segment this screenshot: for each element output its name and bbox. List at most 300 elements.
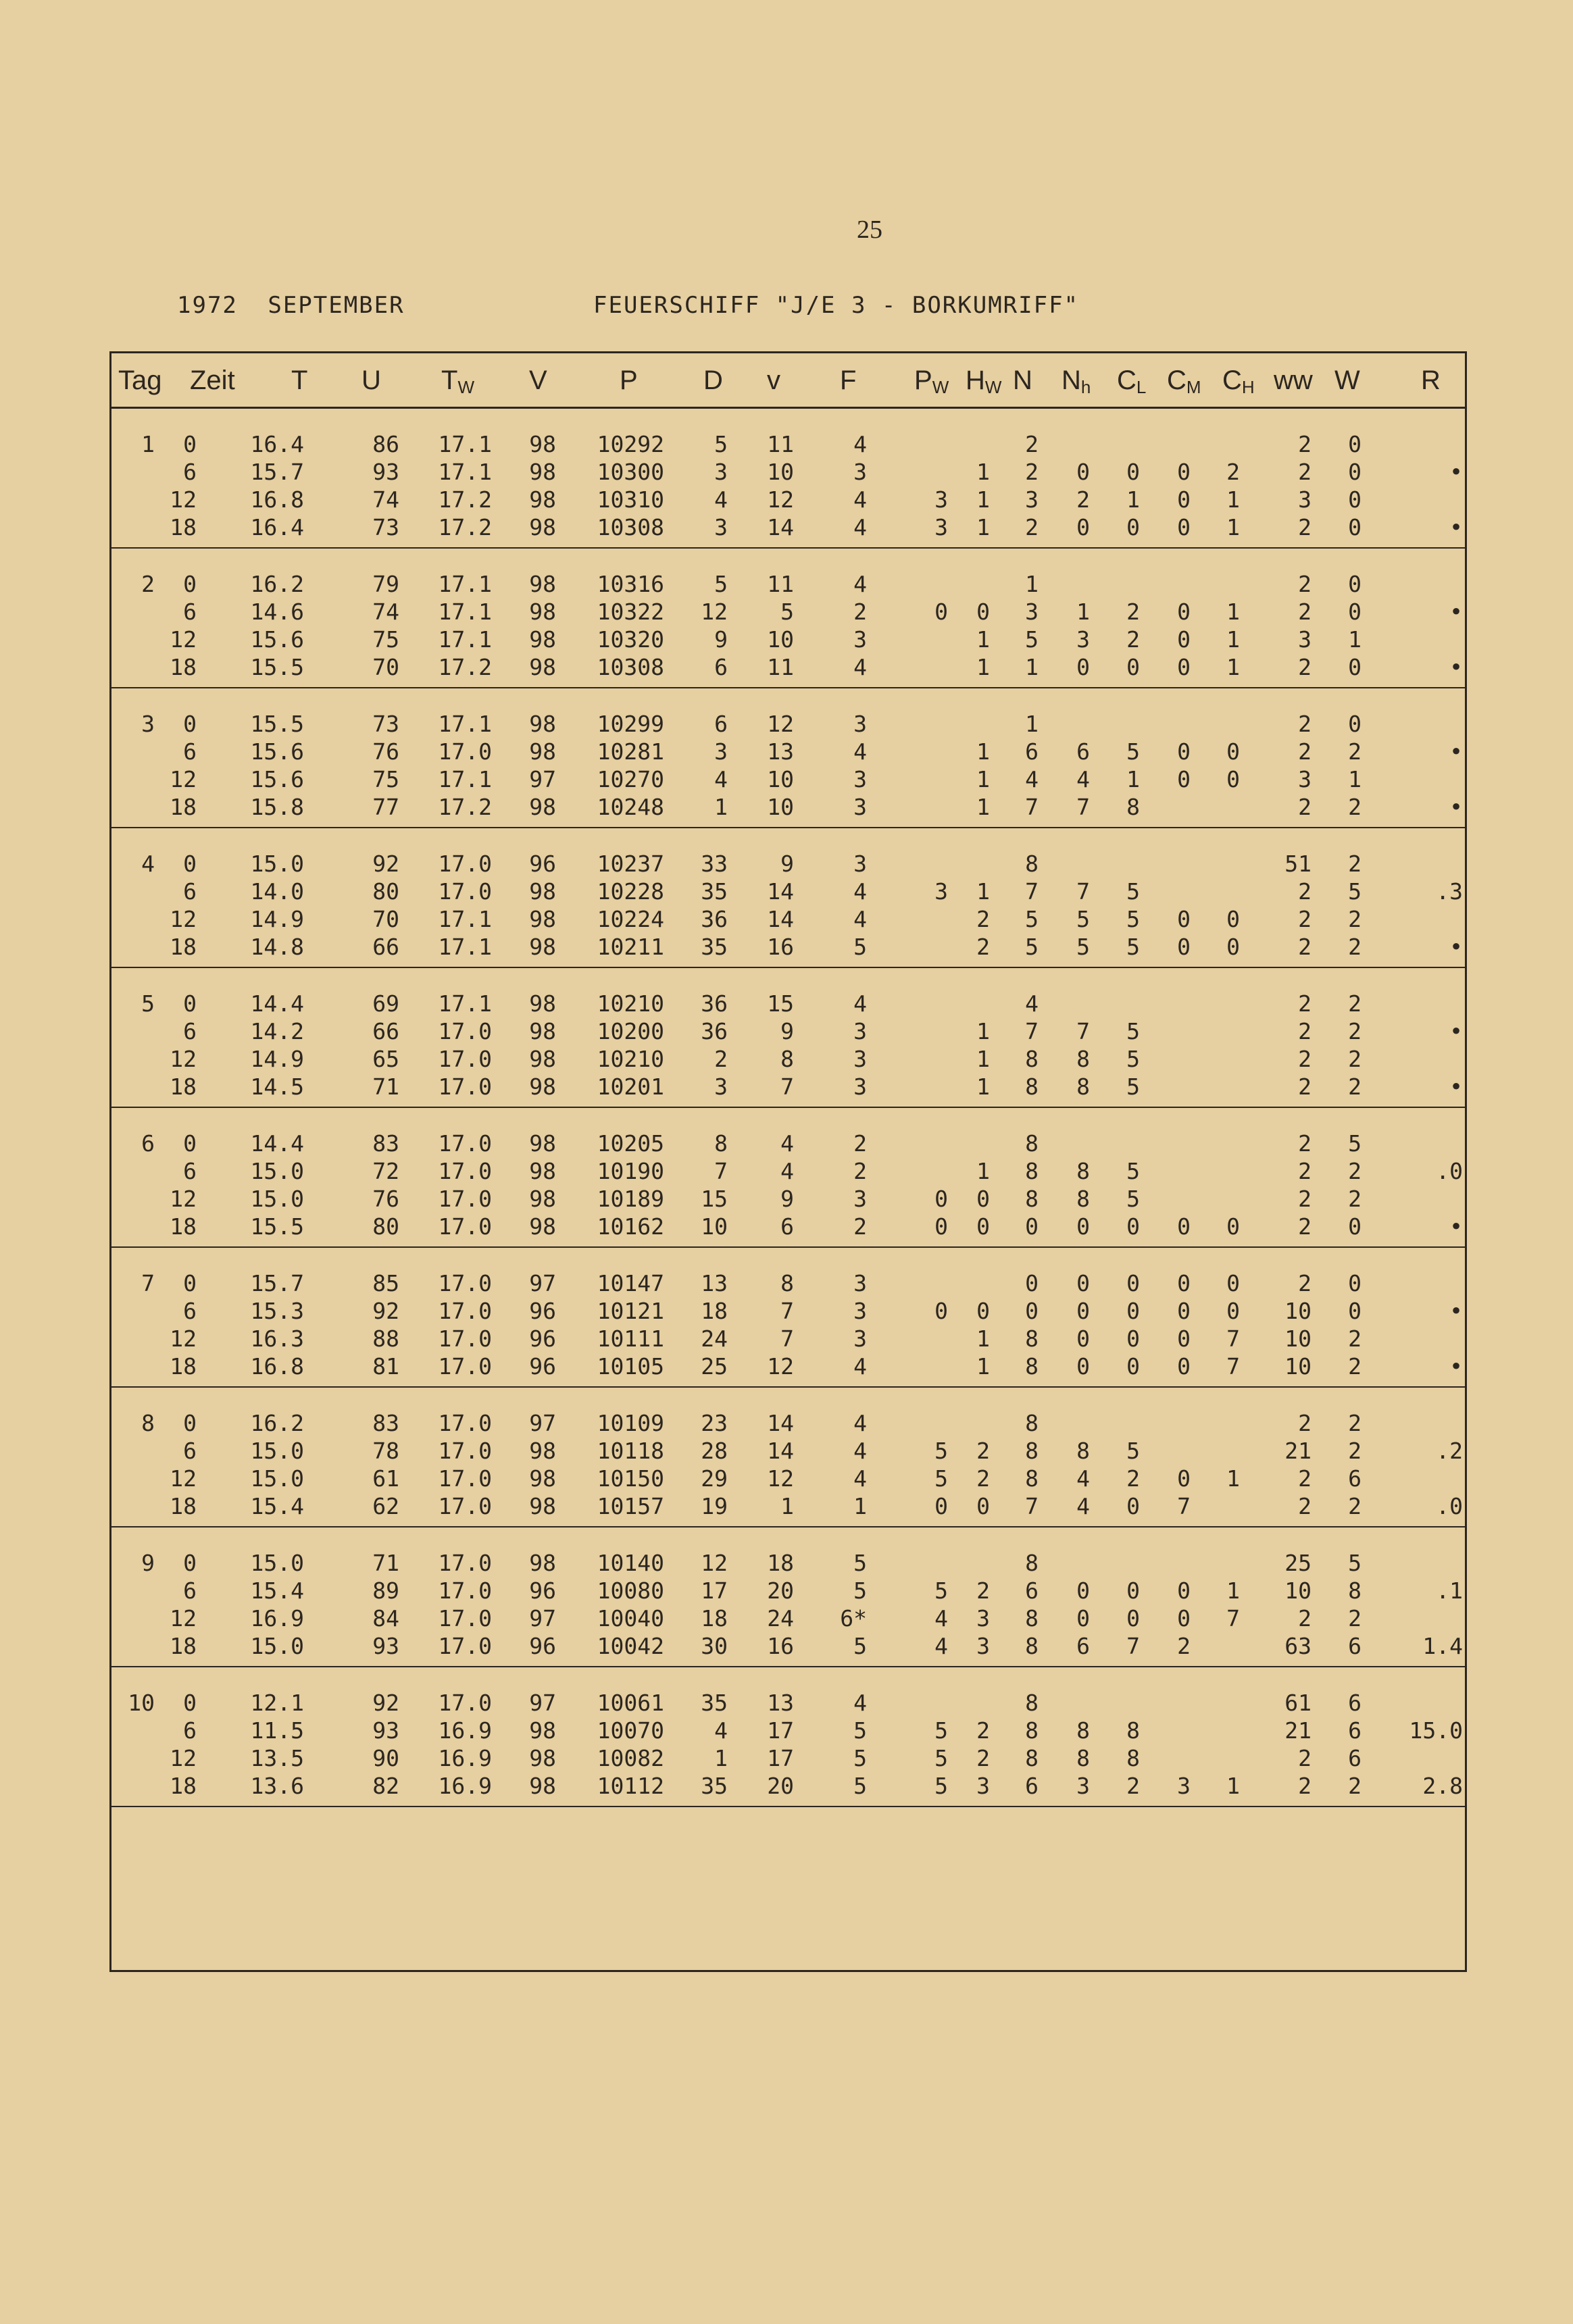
cell-F: 4 xyxy=(853,654,867,680)
cell-P: 10147 xyxy=(597,1270,664,1296)
cell-W: 0 xyxy=(1348,599,1362,625)
cell-U: 70 xyxy=(372,906,399,932)
cell-D: 5 xyxy=(714,431,728,457)
cell-Hw: 1 xyxy=(976,1353,990,1380)
cell-zeit: 12 xyxy=(170,1186,197,1212)
cell-CL: 2 xyxy=(1126,1773,1140,1799)
cell-tag: 4 xyxy=(141,851,155,877)
cell-D: 33 xyxy=(701,851,728,877)
cell-N: 8 xyxy=(1025,1745,1039,1771)
cell-D: 6 xyxy=(714,711,728,737)
column-header-main: T xyxy=(441,365,458,395)
cell-V: 98 xyxy=(529,459,556,485)
cell-zeit: 0 xyxy=(183,1690,197,1716)
cell-R: • xyxy=(1449,794,1463,820)
cell-R: 1.4 xyxy=(1422,1633,1463,1659)
cell-tag: 5 xyxy=(141,990,155,1017)
cell-F: 4 xyxy=(853,1690,867,1716)
cell-V: 98 xyxy=(529,1213,556,1240)
column-header-V xyxy=(529,365,547,396)
table-row xyxy=(111,905,1465,933)
cell-zeit: 18 xyxy=(170,654,197,680)
cell-CM: 0 xyxy=(1177,1353,1191,1380)
cell-CL: 0 xyxy=(1126,1577,1140,1604)
cell-v: 4 xyxy=(780,1130,794,1157)
cell-N: 3 xyxy=(1025,599,1039,625)
table-row xyxy=(111,430,1465,458)
cell-Pw: 5 xyxy=(934,1717,948,1744)
cell-D: 30 xyxy=(701,1633,728,1659)
table-row xyxy=(111,486,1465,513)
cell-zeit: 12 xyxy=(170,626,197,653)
cell-N: 5 xyxy=(1025,934,1039,960)
cell-ww: 10 xyxy=(1284,1577,1312,1604)
cell-Hw: 0 xyxy=(976,1493,990,1519)
cell-D: 36 xyxy=(701,906,728,932)
cell-ww: 2 xyxy=(1298,934,1312,960)
cell-v: 7 xyxy=(780,1325,794,1352)
cell-CL: 0 xyxy=(1126,459,1140,485)
cell-P: 10111 xyxy=(597,1325,664,1352)
cell-CM: 0 xyxy=(1177,514,1191,540)
cell-T: 15.6 xyxy=(250,626,304,653)
cell-CM: 0 xyxy=(1177,626,1191,653)
cell-R: • xyxy=(1449,1353,1463,1380)
column-header-main: ww xyxy=(1274,365,1313,395)
cell-N: 7 xyxy=(1025,794,1039,820)
cell-F: 1 xyxy=(853,1493,867,1519)
cell-F: 5 xyxy=(853,934,867,960)
cell-v: 16 xyxy=(767,934,794,960)
table-row xyxy=(111,1185,1465,1213)
cell-zeit: 18 xyxy=(170,1493,197,1519)
column-header-Pw xyxy=(914,365,949,398)
cell-W: 0 xyxy=(1348,711,1362,737)
cell-CL: 5 xyxy=(1126,1186,1140,1212)
column-header-main: P xyxy=(914,365,932,395)
cell-W: 0 xyxy=(1348,431,1362,457)
cell-tag: 2 xyxy=(141,571,155,597)
cell-CH: 1 xyxy=(1226,599,1240,625)
cell-ww: 2 xyxy=(1298,878,1312,905)
column-header-main: T xyxy=(291,365,308,395)
column-header-sub: L xyxy=(1136,377,1147,397)
cell-F: 2 xyxy=(853,1130,867,1157)
cell-P: 10190 xyxy=(597,1158,664,1184)
cell-P: 10210 xyxy=(597,990,664,1017)
column-header-main: N xyxy=(1062,365,1081,395)
cell-T: 14.9 xyxy=(250,1046,304,1072)
cell-F: 5 xyxy=(853,1773,867,1799)
cell-Hw: 1 xyxy=(976,878,990,905)
cell-D: 4 xyxy=(714,486,728,513)
cell-P: 10042 xyxy=(597,1633,664,1659)
cell-F: 3 xyxy=(853,851,867,877)
cell-Tw: 17.0 xyxy=(438,1325,492,1352)
column-header-main: v xyxy=(767,365,780,395)
cell-F: 5 xyxy=(853,1633,867,1659)
cell-Hw: 2 xyxy=(976,1438,990,1464)
cell-T: 16.8 xyxy=(250,486,304,513)
column-header-T xyxy=(291,365,307,396)
cell-Tw: 17.0 xyxy=(438,1690,492,1716)
cell-Nh: 0 xyxy=(1076,1298,1090,1324)
cell-D: 10 xyxy=(701,1213,728,1240)
cell-Tw: 17.0 xyxy=(438,1298,492,1324)
cell-U: 71 xyxy=(372,1073,399,1100)
cell-W: 2 xyxy=(1348,906,1362,932)
cell-v: 14 xyxy=(767,878,794,905)
cell-T: 15.0 xyxy=(250,1465,304,1492)
cell-P: 10316 xyxy=(597,571,664,597)
table-row xyxy=(111,1717,1465,1744)
cell-zeit: 18 xyxy=(170,1773,197,1799)
cell-Hw: 1 xyxy=(976,1073,990,1100)
table-row xyxy=(111,1689,1465,1717)
cell-CM: 0 xyxy=(1177,934,1191,960)
cell-Tw: 17.0 xyxy=(438,1438,492,1464)
column-header-sub: W xyxy=(984,377,1002,397)
cell-W: 2 xyxy=(1348,1493,1362,1519)
cell-tag: 1 xyxy=(141,431,155,457)
cell-Nh: 8 xyxy=(1076,1073,1090,1100)
cell-v: 4 xyxy=(780,1158,794,1184)
cell-T: 16.4 xyxy=(250,514,304,540)
table-row xyxy=(111,878,1465,905)
cell-Pw: 5 xyxy=(934,1745,948,1771)
cell-V: 98 xyxy=(529,1186,556,1212)
cell-R: • xyxy=(1449,1018,1463,1044)
cell-zeit: 18 xyxy=(170,514,197,540)
cell-Nh: 8 xyxy=(1076,1438,1090,1464)
cell-Nh: 6 xyxy=(1076,1633,1090,1659)
cell-T: 16.2 xyxy=(250,571,304,597)
column-header-sub: M xyxy=(1186,377,1201,397)
cell-U: 90 xyxy=(372,1745,399,1771)
cell-ww: 2 xyxy=(1298,1046,1312,1072)
cell-ww: 2 xyxy=(1298,738,1312,765)
cell-N: 8 xyxy=(1025,1353,1039,1380)
table-row xyxy=(111,765,1465,793)
cell-CH: 2 xyxy=(1226,459,1240,485)
cell-R: .0 xyxy=(1436,1493,1463,1519)
table-row xyxy=(111,710,1465,738)
cell-R: • xyxy=(1449,459,1463,485)
cell-Nh: 4 xyxy=(1076,1493,1090,1519)
cell-T: 15.3 xyxy=(250,1298,304,1324)
cell-V: 98 xyxy=(529,1046,556,1072)
cell-P: 10118 xyxy=(597,1438,664,1464)
cell-P: 10105 xyxy=(597,1353,664,1380)
cell-CH: 7 xyxy=(1226,1353,1240,1380)
cell-P: 10140 xyxy=(597,1550,664,1576)
table-row xyxy=(111,1577,1465,1605)
cell-N: 8 xyxy=(1025,1325,1039,1352)
cell-F: 4 xyxy=(853,990,867,1017)
cell-D: 3 xyxy=(714,459,728,485)
cell-P: 10308 xyxy=(597,654,664,680)
day-block xyxy=(111,1527,1465,1667)
cell-U: 76 xyxy=(372,1186,399,1212)
cell-N: 3 xyxy=(1025,486,1039,513)
cell-v: 1 xyxy=(780,1493,794,1519)
cell-Tw: 17.0 xyxy=(438,1073,492,1100)
cell-ww: 2 xyxy=(1298,1270,1312,1296)
day-block xyxy=(111,409,1465,549)
cell-zeit: 0 xyxy=(183,711,197,737)
table-row xyxy=(111,626,1465,653)
cell-Tw: 17.0 xyxy=(438,1353,492,1380)
cell-F: 3 xyxy=(853,459,867,485)
page-number: 25 xyxy=(857,216,882,244)
cell-CL: 0 xyxy=(1126,1493,1140,1519)
table-row xyxy=(111,1297,1465,1325)
cell-Tw: 16.9 xyxy=(438,1745,492,1771)
cell-CH: 1 xyxy=(1226,486,1240,513)
cell-U: 82 xyxy=(372,1773,399,1799)
cell-P: 10121 xyxy=(597,1298,664,1324)
cell-CH: 1 xyxy=(1226,1465,1240,1492)
cell-Tw: 17.0 xyxy=(438,1046,492,1072)
cell-ww: 61 xyxy=(1284,1690,1312,1716)
cell-Tw: 17.1 xyxy=(438,626,492,653)
cell-v: 12 xyxy=(767,486,794,513)
cell-Pw: 0 xyxy=(934,599,948,625)
cell-U: 74 xyxy=(372,599,399,625)
cell-U: 83 xyxy=(372,1410,399,1436)
column-header-P xyxy=(620,365,638,396)
cell-Hw: 1 xyxy=(976,514,990,540)
cell-W: 2 xyxy=(1348,1325,1362,1352)
cell-ww: 2 xyxy=(1298,990,1312,1017)
table-row xyxy=(111,1045,1465,1073)
cell-W: 2 xyxy=(1348,1353,1362,1380)
cell-U: 62 xyxy=(372,1493,399,1519)
cell-Tw: 17.1 xyxy=(438,934,492,960)
cell-Pw: 0 xyxy=(934,1298,948,1324)
cell-D: 2 xyxy=(714,1046,728,1072)
cell-v: 7 xyxy=(780,1073,794,1100)
cell-T: 15.0 xyxy=(250,1633,304,1659)
cell-F: 5 xyxy=(853,1745,867,1771)
cell-U: 86 xyxy=(372,431,399,457)
cell-U: 84 xyxy=(372,1605,399,1632)
cell-Hw: 0 xyxy=(976,1298,990,1324)
cell-v: 17 xyxy=(767,1717,794,1744)
cell-zeit: 12 xyxy=(170,1605,197,1632)
cell-zeit: 6 xyxy=(183,1438,197,1464)
cell-Nh: 0 xyxy=(1076,1213,1090,1240)
day-block xyxy=(111,1108,1465,1248)
cell-CM: 0 xyxy=(1177,654,1191,680)
cell-Pw: 4 xyxy=(934,1605,948,1632)
cell-W: 2 xyxy=(1348,1158,1362,1184)
cell-R: • xyxy=(1449,654,1463,680)
column-header-sub: W xyxy=(932,377,949,397)
cell-Pw: 3 xyxy=(934,878,948,905)
cell-CM: 0 xyxy=(1177,1325,1191,1352)
cell-V: 98 xyxy=(529,1130,556,1157)
cell-V: 98 xyxy=(529,514,556,540)
cell-P: 10310 xyxy=(597,486,664,513)
cell-F: 4 xyxy=(853,486,867,513)
table-row xyxy=(111,933,1465,961)
cell-zeit: 0 xyxy=(183,1130,197,1157)
cell-Nh: 5 xyxy=(1076,934,1090,960)
cell-T: 12.1 xyxy=(250,1690,304,1716)
cell-CL: 5 xyxy=(1126,1158,1140,1184)
column-header-tag xyxy=(118,365,162,396)
cell-U: 89 xyxy=(372,1577,399,1604)
cell-ww: 2 xyxy=(1298,654,1312,680)
cell-T: 15.5 xyxy=(250,654,304,680)
column-header-Tw xyxy=(441,365,474,398)
cell-zeit: 18 xyxy=(170,1073,197,1100)
cell-U: 69 xyxy=(372,990,399,1017)
cell-P: 10061 xyxy=(597,1690,664,1716)
cell-v: 10 xyxy=(767,794,794,820)
cell-N: 8 xyxy=(1025,1158,1039,1184)
cell-v: 6 xyxy=(780,1213,794,1240)
cell-R: 2.8 xyxy=(1422,1773,1463,1799)
cell-ww: 21 xyxy=(1284,1438,1312,1464)
cell-N: 2 xyxy=(1025,431,1039,457)
cell-F: 4 xyxy=(853,1353,867,1380)
cell-V: 98 xyxy=(529,1465,556,1492)
column-header-main: R xyxy=(1421,365,1441,395)
cell-T: 15.5 xyxy=(250,711,304,737)
cell-Nh: 3 xyxy=(1076,1773,1090,1799)
cell-CM: 0 xyxy=(1177,738,1191,765)
cell-V: 97 xyxy=(529,1605,556,1632)
cell-W: 6 xyxy=(1348,1633,1362,1659)
cell-Pw: 0 xyxy=(934,1493,948,1519)
cell-Hw: 1 xyxy=(976,626,990,653)
cell-T: 13.6 xyxy=(250,1773,304,1799)
cell-ww: 2 xyxy=(1298,711,1312,737)
cell-D: 1 xyxy=(714,1745,728,1771)
cell-F: 5 xyxy=(853,1577,867,1604)
cell-ww: 2 xyxy=(1298,1773,1312,1799)
cell-F: 3 xyxy=(853,711,867,737)
cell-V: 98 xyxy=(529,1018,556,1044)
cell-CL: 5 xyxy=(1126,878,1140,905)
cell-F: 3 xyxy=(853,1073,867,1100)
cell-Nh: 8 xyxy=(1076,1046,1090,1072)
cell-zeit: 12 xyxy=(170,1046,197,1072)
table-row xyxy=(111,1213,1465,1240)
cell-D: 36 xyxy=(701,990,728,1017)
cell-ww: 2 xyxy=(1298,1493,1312,1519)
cell-D: 35 xyxy=(701,878,728,905)
cell-D: 3 xyxy=(714,514,728,540)
cell-V: 97 xyxy=(529,766,556,792)
cell-v: 8 xyxy=(780,1046,794,1072)
cell-ww: 2 xyxy=(1298,1213,1312,1240)
cell-CL: 1 xyxy=(1126,486,1140,513)
cell-V: 98 xyxy=(529,990,556,1017)
cell-CL: 0 xyxy=(1126,1298,1140,1324)
cell-v: 11 xyxy=(767,571,794,597)
day-block xyxy=(111,688,1465,828)
column-header-N xyxy=(1013,365,1032,396)
cell-CL: 7 xyxy=(1126,1633,1140,1659)
cell-T: 16.8 xyxy=(250,1353,304,1380)
cell-W: 2 xyxy=(1348,1410,1362,1436)
cell-D: 3 xyxy=(714,738,728,765)
table-row xyxy=(111,1605,1465,1632)
day-block xyxy=(111,1667,1465,1807)
cell-CL: 5 xyxy=(1126,1018,1140,1044)
table-row xyxy=(111,1492,1465,1520)
cell-W: 6 xyxy=(1348,1717,1362,1744)
cell-U: 73 xyxy=(372,711,399,737)
cell-D: 35 xyxy=(701,1690,728,1716)
cell-U: 80 xyxy=(372,1213,399,1240)
cell-T: 15.5 xyxy=(250,1213,304,1240)
cell-v: 9 xyxy=(780,1186,794,1212)
column-header-sub: W xyxy=(457,377,474,397)
cell-v: 13 xyxy=(767,1690,794,1716)
cell-Hw: 2 xyxy=(976,934,990,960)
cell-Tw: 17.0 xyxy=(438,1130,492,1157)
cell-CH: 0 xyxy=(1226,1298,1240,1324)
cell-Tw: 17.0 xyxy=(438,1018,492,1044)
cell-Tw: 17.0 xyxy=(438,1493,492,1519)
cell-Hw: 1 xyxy=(976,1325,990,1352)
cell-Hw: 0 xyxy=(976,1213,990,1240)
cell-U: 61 xyxy=(372,1465,399,1492)
cell-W: 0 xyxy=(1348,459,1362,485)
cell-ww: 21 xyxy=(1284,1717,1312,1744)
cell-V: 98 xyxy=(529,906,556,932)
cell-zeit: 6 xyxy=(183,599,197,625)
cell-W: 2 xyxy=(1348,1438,1362,1464)
cell-F: 3 xyxy=(853,766,867,792)
cell-zeit: 6 xyxy=(183,1158,197,1184)
cell-F: 2 xyxy=(853,1213,867,1240)
cell-N: 8 xyxy=(1025,1605,1039,1632)
cell-Hw: 2 xyxy=(976,1745,990,1771)
cell-CL: 5 xyxy=(1126,738,1140,765)
cell-V: 96 xyxy=(529,1577,556,1604)
cell-Hw: 3 xyxy=(976,1773,990,1799)
column-header-main: P xyxy=(620,365,638,395)
cell-D: 9 xyxy=(714,626,728,653)
cell-Tw: 17.0 xyxy=(438,878,492,905)
cell-T: 13.5 xyxy=(250,1745,304,1771)
cell-ww: 2 xyxy=(1298,1073,1312,1100)
column-header-main: Zeit xyxy=(190,365,235,395)
column-header-Nh xyxy=(1062,365,1091,398)
cell-W: 0 xyxy=(1348,654,1362,680)
cell-P: 10205 xyxy=(597,1130,664,1157)
cell-ww: 3 xyxy=(1298,626,1312,653)
cell-W: 2 xyxy=(1348,794,1362,820)
cell-Nh: 0 xyxy=(1076,1270,1090,1296)
cell-N: 4 xyxy=(1025,766,1039,792)
cell-T: 15.8 xyxy=(250,794,304,820)
cell-V: 98 xyxy=(529,626,556,653)
cell-CL: 8 xyxy=(1126,1717,1140,1744)
cell-zeit: 6 xyxy=(183,878,197,905)
cell-ww: 2 xyxy=(1298,794,1312,820)
cell-T: 15.7 xyxy=(250,459,304,485)
cell-W: 2 xyxy=(1348,1773,1362,1799)
cell-V: 98 xyxy=(529,878,556,905)
cell-R: 15.0 xyxy=(1409,1717,1463,1744)
cell-Nh: 0 xyxy=(1076,654,1090,680)
